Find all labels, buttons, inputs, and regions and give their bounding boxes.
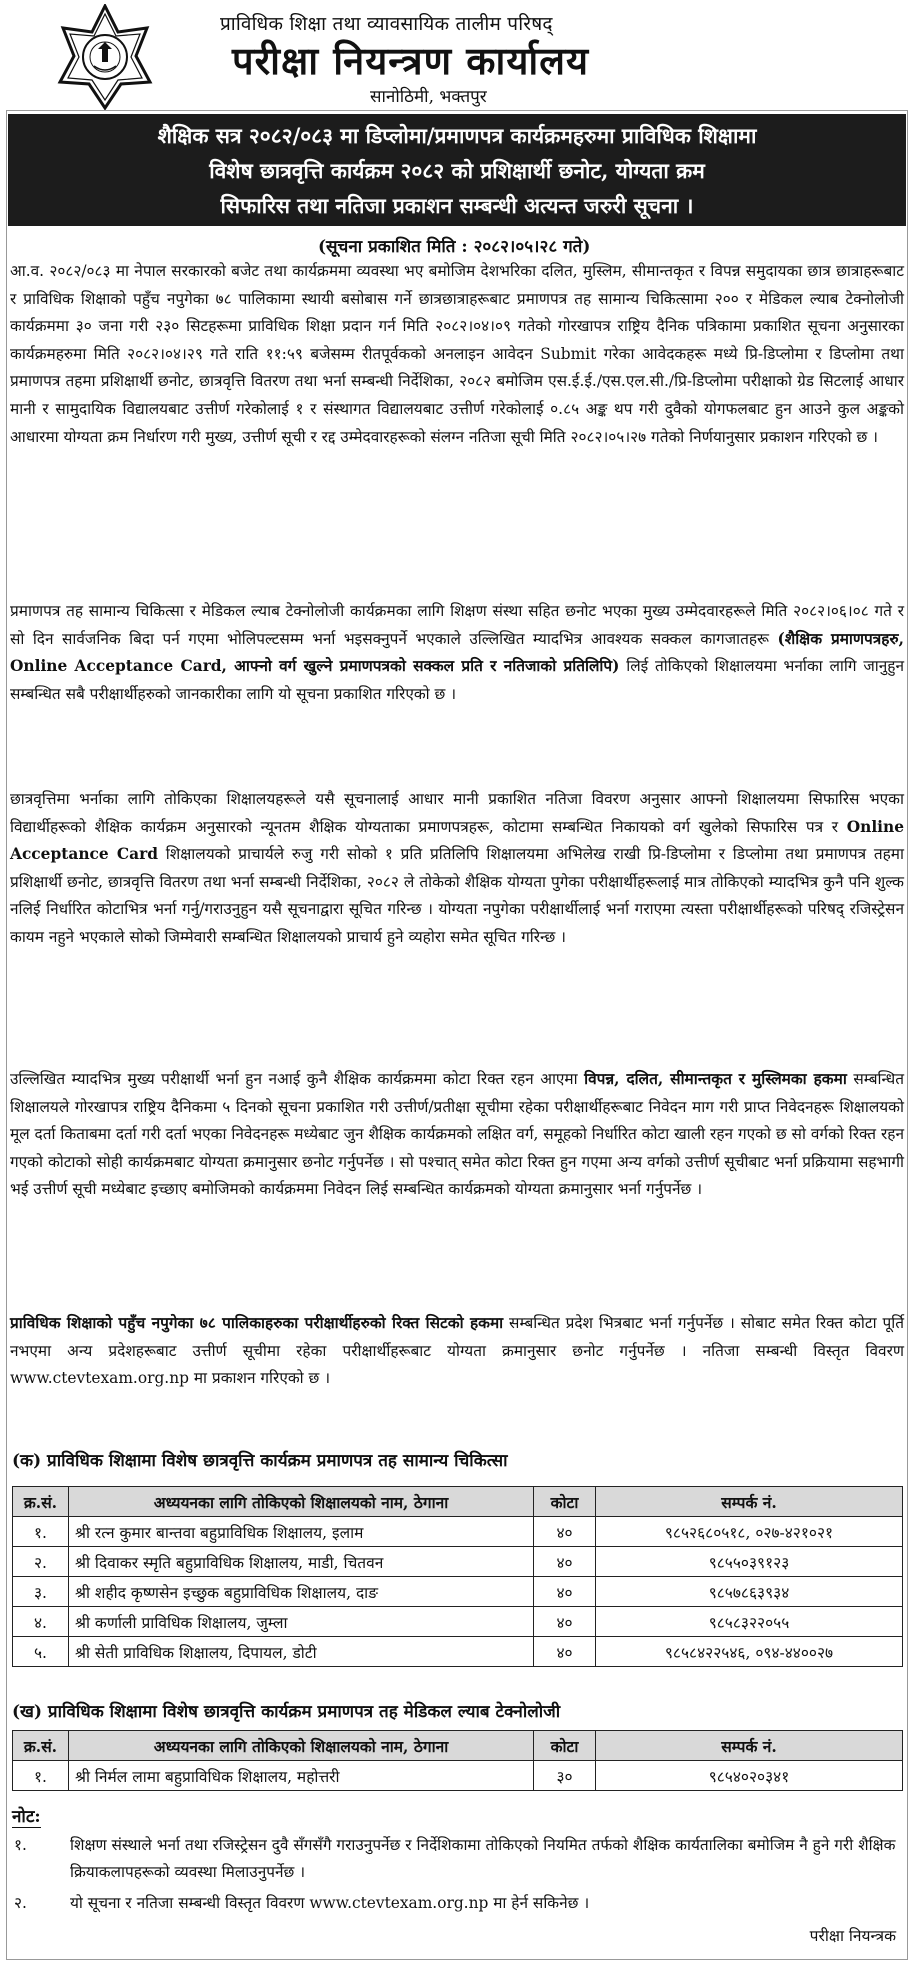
office-address: सानोठिमी, भक्तपुर (370, 87, 487, 107)
quota-cell: ४० (534, 1517, 596, 1547)
col-quota: कोटा (534, 1731, 596, 1761)
section-k-title: (क) प्राविधिक शिक्षामा विशेष छात्रवृत्ति कार्यक्रम प्रमाणपत्र तह सामान्य चिकित्सा (12, 1451, 508, 1471)
header (0, 0, 914, 108)
paragraph-2-documents: (शैक्षिक प्रमाणपत्रहरु, Online Acceptance Card, आफ्नो वर्ग खुल्ने प्रमाणपत्रको सक्कल प्रति र नतिजाको प्रतिलिपि) (10, 629, 904, 676)
table-row (13, 1761, 903, 1791)
table-row (13, 1577, 903, 1607)
published-date: (सूचना प्रकाशित मिति : २०८२।०५।२८ गते) (318, 237, 591, 257)
institute-cell: श्री दिवाकर स्मृति बहुप्राविधिक शिक्षालय, माडी, चितवन (69, 1547, 534, 1577)
medical-lab-institutes-table (12, 1730, 903, 1791)
institute-cell: श्री रत्न कुमार बान्तवा बहुप्राविधिक शिक्षालय, इलाम (69, 1517, 534, 1547)
col-serial: क्र.सं. (13, 1487, 69, 1517)
institute-cell: श्री कर्णाली प्राविधिक शिक्षालय, जुम्ला (69, 1607, 534, 1637)
institute-cell: श्री शहीद कृष्णसेन इच्छुक बहुप्राविधिक शिक्षालय, दाङ (69, 1577, 534, 1607)
note-item (12, 1832, 902, 1888)
paragraph-3-text-a: छात्रवृत्तिमा भर्नाका लागि तोकिएका शिक्षालयहरूले यसै सूचनालाई आधार मानी प्रकाशित नतिजा विवरण अनुसार आफ्नो शिक्षालयमा सिफारिस भएका विद्यार्थीहरूको शैक्षिक कार्यक्रम अनुसारको न्यूनतम शैक्षिक योग्यताका प्रमाणपत्रहरू, कोटामा सम्बन्धित निकायको वर्ग खुलेको सिफारिस पत्र र (10, 790, 904, 836)
table-header-row (13, 1487, 903, 1517)
col-serial: क्र.सं. (13, 1731, 69, 1761)
serial-cell: १. (13, 1761, 69, 1791)
quota-cell: ४० (534, 1637, 596, 1667)
paragraph-1: आ.व. २०८२/०८३ मा नेपाल सरकारको बजेट तथा कार्यक्रममा व्यवस्था भए बमोजिम देशभरिका दलित, मुस्लिम, सीमान्तकृत र विपन्न समुदायका छात्र छात्राहरूबाट र प्राविधिक शिक्षाको पहुँच नपुगेका ७८ पालिकामा स्थायी बसोबास गर्ने छात्रछात्राहरूबाट प्रमाणपत्र तह सामान्य चिकित्सामा २०० र मेडिकल ल्याब टेक्नोलोजी कार्यक्रममा ३० जना गरी २३० सिटहरूमा प्राविधिक शिक्षा प्रदान गर्न मिति २०८२।०४।०९ गतेको गोरखापत्र राष्ट्रिय दैनिक पत्रिकामा प्रकाशित सूचना अनुसारका कार्यक्रमहरुमा मिति २०८२।०४।२९ गते राति ११:५९ बजेसम्म रीतपूर्वकको अनलाइन आवेदन Submit गरेका आवेदकहरू मध्ये प्रि-डिप्लोमा र डिप्लोमा तथा प्रमाणपत्र तहमा प्रशिक्षार्थी छनोट, छात्रवृत्ति वितरण तथा भर्ना सम्बन्धी निर्देशिका, २०८२ बमोजिम एस.ई.ई./एस.एल.सी./प्रि-डिप्लोमा परीक्षाको ग्रेड सिटलाई आधार मानी र सामुदायिक विद्यालयबाट उत्तीर्ण गरेकोलाई १ र संस्थागत विद्यालयबाट उत्तीर्ण गरेकोलाई ०.८५ अङ्क थप गरी दुवैको योगफलबाट हुन आउने कुल अङ्कको आधारमा योग्यता क्रम निर्धारण गरी मुख्य, उत्तीर्ण सूची र रद्द उम्मेदवारहरूको संलग्न नतिजा सूची मिति २०८२।०५।२७ गतेको निर्णयानुसार प्रकाशन गरिएको छ । (10, 262, 904, 446)
paragraph-4 (10, 1066, 904, 1311)
note-item (12, 1890, 902, 1920)
contact-cell: ९८५८४२२५४६, ०९४-४४००२७ (596, 1637, 903, 1667)
banner-line-3: सिफारिस तथा नतिजा प्रकाशन सम्बन्धी अत्यन्त जरुरी सूचना । (220, 193, 694, 218)
banner-line-1: शैक्षिक सत्र २०८२/०८३ मा डिप्लोमा/प्रमाणपत्र कार्यक्रमहरुमा प्राविधिक शिक्षामा (157, 123, 757, 148)
col-quota: कोटा (534, 1487, 596, 1517)
paragraph-4-text-c: सम्बन्धित शिक्षालयले गोरखापत्र राष्ट्रिय दैनिकमा ५ दिनको सूचना प्रकाशित गरी उत्तीर्ण/प्रतीक्षा सूचीमा रहेका परीक्षार्थीहरूबाट निवेदन माग गरी प्राप्त निवेदनहरू शिक्षालयको मूल दर्ता किताबमा दर्ता गरी दर्ता भएका निवेदनहरू मध्येबाट जुन शैक्षिक कार्यक्रमको लक्षित वर्ग, समूहको निर्धारित कोटा खाली रहन गएको छ सो वर्गको रिक्त रहन गएको कोटाको सोही कार्यक्रमबाट योग्यता क्रमानुसार छनोट गर्नुपर्नेछ । सो पश्चात् समेत कोटा रिक्त हुन गएमा अन्य वर्गको उत्तीर्ण सूचीबाट भर्ना प्रक्रियामा सहभागी भई उत्तीर्ण सूची मध्येबाट इच्छाए बमोजिमको कार्यक्रममा निवेदन लिई सम्बन्धित कार्यक्रमको योग्यता क्रमानुसार भर्ना गर्नुपर्नेछ । (10, 1070, 904, 1199)
col-contact: सम्पर्क नं. (596, 1487, 903, 1517)
contact-cell: ९८५७८६३९३४ (596, 1577, 903, 1607)
paragraph-2-text-c: लिई तोकिएको शिक्षालयमा भर्नाका लागि जानुहुन सम्बन्धित सबै परीक्षार्थीहरुको जानकारीका लागि यो सूचना प्रकाशित गरिएको छ । (10, 657, 904, 703)
table-row (13, 1607, 903, 1637)
nepal-government-emblem-icon (50, 4, 160, 110)
col-institute: अध्ययनका लागि तोकिएको शिक्षालयको नाम, ठेगाना (69, 1487, 534, 1517)
table-header-row (13, 1731, 903, 1761)
general-medicine-institutes-table (12, 1486, 903, 1667)
contact-cell: ९८५८३२२०५५ (596, 1607, 903, 1637)
notes-title-text: नोट: (12, 1807, 41, 1827)
paragraph-4-target-groups: विपन्न, दलित, सीमान्तकृत र मुस्लिमका हकमा (584, 1070, 847, 1088)
paragraph-3 (10, 786, 904, 1061)
note-text: यो सूचना र नतिजा सम्बन्धी विस्तृत विवरण www.ctevtexam.org.np मा हेर्न सकिनेछ । (70, 1894, 590, 1912)
note-text: शिक्षण संस्थाले भर्ना तथा रजिस्ट्रेसन दुवै सँगसँगै गराउनुपर्नेछ र निर्देशिकामा तोकिएको नियमित तर्फको शैक्षिक कार्यतालिका बमोजिम नै हुने गरी शैक्षिक क्रियाकलापहरूको व्यवस्था मिलाउनुपर्नेछ । (70, 1836, 896, 1881)
notes-title (12, 1804, 41, 1827)
col-institute: अध्ययनका लागि तोकिएको शिक्षालयको नाम, ठेगाना (69, 1731, 534, 1761)
contact-cell: ९८५२६८०५१८, ०२७-४२१०२१ (596, 1517, 903, 1547)
quota-cell: ४० (534, 1547, 596, 1577)
table-row (13, 1517, 903, 1547)
serial-cell: ४. (13, 1607, 69, 1637)
paragraph-5-heading: प्राविधिक शिक्षाको पहुँच नपुगेका ७८ पालिकाहरुका परीक्षार्थीहरुको रिक्त सिटको हकमा (10, 1314, 504, 1332)
paragraph-4-text-a: उल्लिखित म्यादभित्र मुख्य परीक्षार्थी भर्ना हुन नआई कुनै शैक्षिक कार्यक्रममा कोटा रिक्त रहन आएमा (10, 1070, 578, 1088)
institute-cell: श्री निर्मल लामा बहुप्राविधिक शिक्षालय, महोत्तरी (69, 1761, 534, 1791)
paragraph-2 (10, 598, 904, 788)
signature-title: परीक्षा नियन्त्रक (809, 1927, 896, 1945)
paragraph-3-acceptance-card: Online Acceptance Card (10, 817, 904, 864)
paragraph-3-text-c: शिक्षालयको प्राचार्यले रुजु गरी सोको १ प्रति प्रतिलिपि शिक्षालयमा अभिलेख राखी प्रि-डिप्लोमा र डिप्लोमा तथा प्रमाणपत्र तहमा प्रशिक्षार्थी छनोट, छात्रवृत्ति वितरण तथा भर्ना सम्बन्धी निर्देशिका, २०८२ ले तोकेको शैक्षिक योग्यता पुगेका परीक्षार्थीहरूलाई मात्र तोकिएको म्यादभित्र कुनै पनि शुल्क नलिई निर्धारित कोटाभित्र भर्ना गर्नु/गराउनुहुन यसै सूचनाद्वारा सूचित गरिन्छ । योग्यता नपुगेका परीक्षार्थीलाई भर्ना गराएमा त्यस्ता परीक्षार्थीहरूको परिषद् रजिस्ट्रेसन कायम नहुने भएकाले सोको जिम्मेवारी सम्बन्धित शिक्षालयको प्राचार्य हुने व्यहोरा समेत सूचित गरिन्छ । (10, 845, 904, 946)
office-name: परीक्षा नियन्त्रण कार्यालय (232, 38, 589, 83)
quota-cell: ४० (534, 1607, 596, 1637)
note-number: २. (14, 1894, 27, 1912)
banner-line-2: विशेष छात्रवृत्ति कार्यक्रम २०८२ को प्रशिक्षार्थी छनोट, योग्यता क्रम (209, 158, 705, 183)
notice-title-banner (8, 114, 906, 226)
org-name: प्राविधिक शिक्षा तथा व्यावसायिक तालीम परिषद् (220, 13, 553, 35)
institute-cell: श्री सेती प्राविधिक शिक्षालय, दिपायल, डोटी (69, 1637, 534, 1667)
col-contact: सम्पर्क नं. (596, 1731, 903, 1761)
paragraph-5 (10, 1310, 904, 1428)
serial-cell: ५. (13, 1637, 69, 1667)
quota-cell: ४० (534, 1577, 596, 1607)
paragraph-5-text: सम्बन्धित प्रदेश भित्रबाट भर्ना गर्नुपर्नेछ । सोबाट समेत रिक्त कोटा पूर्ति नभएमा अन्य प्रदेशहरूबाट उत्तीर्ण सूचीमा रहेका परीक्षार्थीहरूबाट योग्यता क्रमानुसार छनोट गर्नुपर्नेछ । नतिजा सम्बन्धी विस्तृत विवरण www.ctevtexam.org.np मा प्रकाशन गरिएको छ । (10, 1314, 904, 1388)
contact-cell: ९८५५०३९१२३ (596, 1547, 903, 1577)
section-kh-title: (ख) प्राविधिक शिक्षामा विशेष छात्रवृत्ति कार्यक्रम प्रमाणपत्र तह मेडिकल ल्याब टेक्नोलोजी (12, 1702, 561, 1722)
table-body (13, 1517, 903, 1667)
contact-cell: ९८५४०२०३४१ (596, 1761, 903, 1791)
serial-cell: २. (13, 1547, 69, 1577)
note-number: १. (14, 1836, 27, 1854)
quota-cell: ३० (534, 1761, 596, 1791)
table-row (13, 1547, 903, 1577)
table-row (13, 1637, 903, 1667)
table-body (13, 1761, 903, 1791)
serial-cell: १. (13, 1517, 69, 1547)
paragraph-2-text-a: प्रमाणपत्र तह सामान्य चिकित्सा र मेडिकल ल्याब टेक्नोलोजी कार्यक्रमका लागि शिक्षण संस्था सहित छनोट भएका मुख्य उम्मेदवारहरूले मिति २०८२।०६।०८ गते र सो दिन सार्वजनिक बिदा पर्न गएमा भोलिपल्टसम्म भर्ना भइसक्नुपर्ने भएकाले उल्लिखित म्यादभित्र आवश्यक सक्कल कागजातहरू (10, 602, 904, 648)
serial-cell: ३. (13, 1577, 69, 1607)
